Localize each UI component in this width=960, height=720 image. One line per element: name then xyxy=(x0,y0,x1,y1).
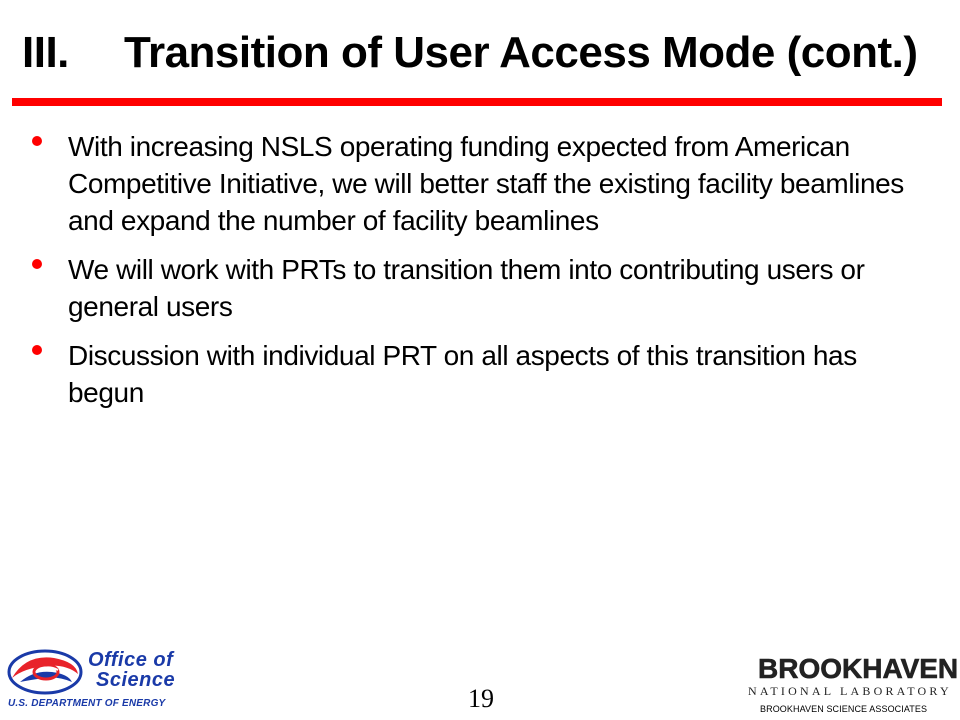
title-text: Transition of User Access Mode (cont.) xyxy=(124,28,918,77)
title-number: III. xyxy=(22,28,69,77)
bullet-text: Discussion with individual PRT on all aspects of this transition has begun xyxy=(68,340,857,408)
doe-swirl-icon xyxy=(6,648,84,696)
bullet-item xyxy=(28,337,928,411)
bnl-associates-text: BROOKHAVEN SCIENCE ASSOCIATES xyxy=(760,704,928,714)
doe-logo-line2: Science xyxy=(96,669,176,691)
doe-logo-line1: Office of xyxy=(88,649,174,671)
page-number: 19 xyxy=(468,684,494,713)
doe-logo-line3: U.S. DEPARTMENT OF ENERGY xyxy=(8,698,166,709)
bullet-text: We will work with PRTs to transition them into contributing users or general users xyxy=(68,254,865,322)
bullet-item xyxy=(28,128,928,239)
bullet-item xyxy=(28,251,928,325)
bullet-dot-icon xyxy=(32,345,42,355)
slide-title xyxy=(22,22,942,84)
title-divider xyxy=(12,98,942,106)
bullet-dot-icon xyxy=(32,136,42,146)
bnl-logo-name: BROOKHAVEN xyxy=(758,653,959,684)
bullet-list xyxy=(28,128,928,423)
bnl-logo-subtitle: NATIONAL LABORATORY xyxy=(748,684,952,698)
doe-office-of-science-logo xyxy=(6,648,206,714)
bullet-text: With increasing NSLS operating funding expected from American Competitive Initiative, we will better staff the existing facility beamlines and expand the number of facility beamlines xyxy=(68,131,904,236)
brookhaven-logo xyxy=(736,650,959,716)
bullet-dot-icon xyxy=(32,259,42,269)
